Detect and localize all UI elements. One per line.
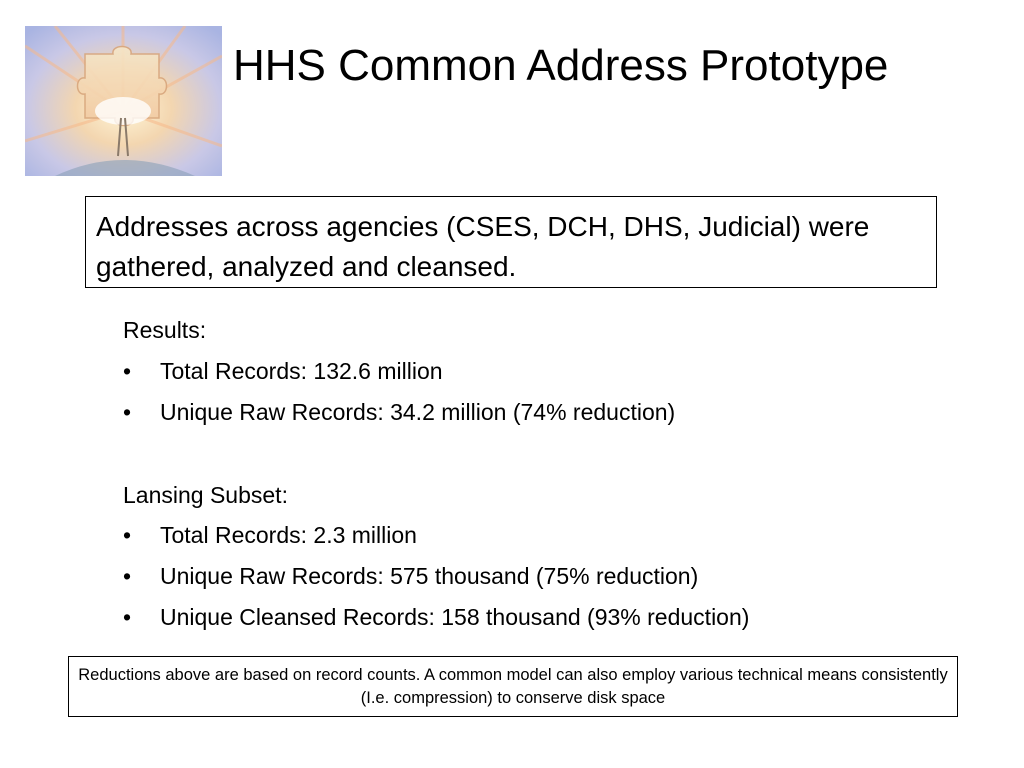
bullet-icon: •: [123, 604, 132, 630]
list-item-text: Unique Raw Records: 34.2 million (74% reduction): [160, 399, 676, 425]
list-item: [123, 602, 749, 632]
list-item-text: Total Records: 2.3 million: [160, 522, 417, 548]
list-item-text: Unique Cleansed Records: 158 thousand (93% reduction): [160, 604, 750, 630]
page-title: HHS Common Address Prototype: [233, 41, 889, 90]
bullet-icon: •: [123, 522, 132, 548]
bullet-icon: •: [123, 563, 132, 589]
bullet-icon: •: [123, 358, 132, 384]
list-item: [123, 520, 417, 550]
list-item-text: Unique Raw Records: 575 thousand (75% reduction): [160, 563, 699, 589]
list-item: [123, 356, 443, 386]
list-item-text: Total Records: 132.6 million: [160, 358, 443, 384]
list-item: [123, 561, 698, 591]
summary-box: Addresses across agencies (CSES, DCH, DHS, Judicial) were gathered, analyzed and cleansed.: [85, 196, 937, 288]
list-item: [123, 397, 675, 427]
footnote-box: Reductions above are based on record counts. A common model can also employ various technical means consistently (I.e. compression) to conserve disk space: [68, 656, 958, 717]
bullet-icon: •: [123, 399, 132, 425]
puzzle-piece-sunburst-icon: [25, 26, 222, 176]
lansing-heading: Lansing Subset:: [123, 482, 288, 508]
results-heading: Results:: [123, 317, 207, 343]
